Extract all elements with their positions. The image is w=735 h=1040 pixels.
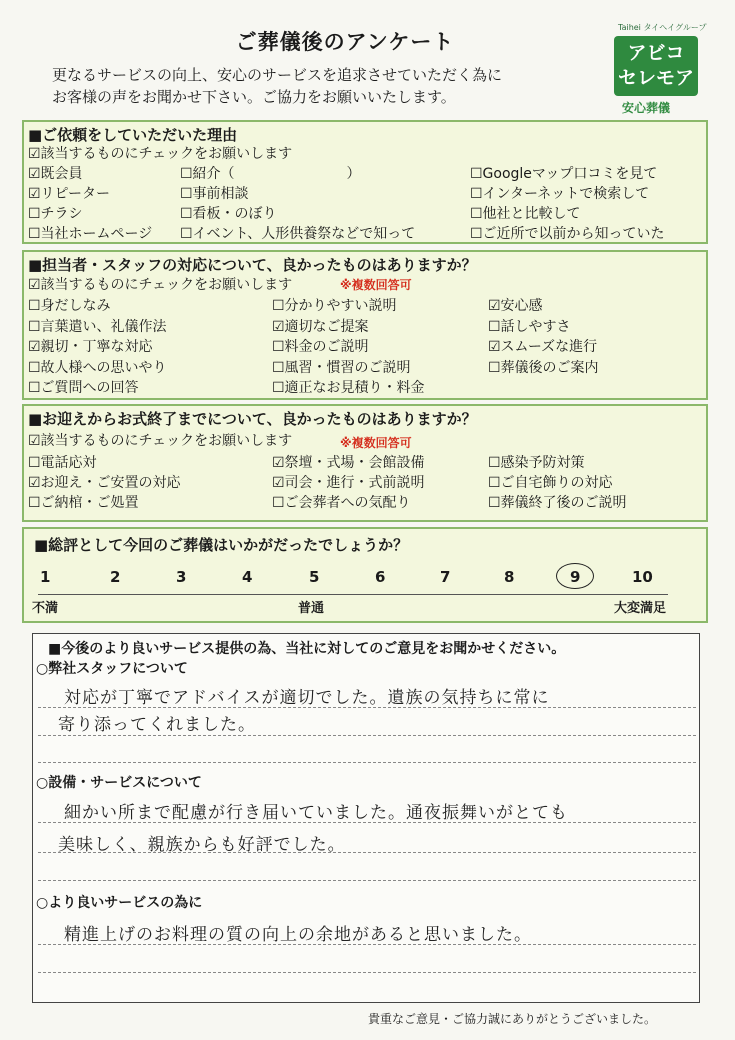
reason-option[interactable]: ☐チラシ [28, 206, 83, 222]
answer-improvement-line-1[interactable]: 精進上げのお料理の質の向上の余地があると思いました。 [64, 925, 532, 945]
scale-number[interactable]: 5 [309, 568, 320, 586]
section-ceremony-subtitle: ☑該当するものにチェックをお願いします [28, 433, 293, 449]
reason-option[interactable]: ☐インターネットで検索して [470, 186, 650, 202]
scale-number[interactable]: 4 [242, 568, 253, 586]
scale-number[interactable]: 7 [440, 568, 451, 586]
ceremony-option[interactable]: ☐ご会葬者への気配り [272, 495, 411, 511]
staff-option[interactable]: ☑スムーズな進行 [488, 339, 598, 355]
reason-option[interactable]: ☑既会員 [28, 166, 83, 182]
ceremony-option[interactable]: ☑司会・進行・式前説明 [272, 475, 425, 491]
ceremony-option[interactable]: ☑祭壇・式場・会館設備 [272, 455, 425, 471]
staff-option[interactable]: ☑適切なご提案 [272, 319, 369, 335]
logo-brand: Taihei タイヘイグループ [618, 23, 707, 32]
dash-line [38, 707, 696, 708]
multi-answer-note: ※複数回答可 [340, 436, 412, 450]
section-reasons-subtitle: ☑該当するものにチェックをお願いします [28, 146, 293, 162]
reason-option[interactable]: ☐事前相談 [180, 186, 249, 202]
staff-option[interactable]: ☐話しやすさ [488, 319, 571, 335]
footer-thanks: 貴重なご意見・ご協力誠にありがとうございました。 [368, 1012, 657, 1026]
dash-line [38, 735, 696, 736]
section-staff-subtitle: ☑該当するものにチェックをお願いします [28, 277, 293, 293]
ceremony-option[interactable]: ☐ご自宅飾りの対応 [488, 475, 613, 491]
reason-option[interactable]: ☑リピーター [28, 186, 110, 202]
staff-option[interactable]: ☐料金のご説明 [272, 339, 369, 355]
staff-option[interactable]: ☐身だしなみ [28, 298, 111, 314]
multi-answer-note: ※複数回答可 [340, 278, 412, 292]
dash-line [38, 822, 696, 823]
scale-number[interactable]: 2 [110, 568, 121, 586]
reason-option[interactable]: ☐当社ホームページ [28, 226, 153, 242]
staff-option[interactable]: ☐言葉遣い、礼儀作法 [28, 319, 167, 335]
dash-line [38, 972, 696, 973]
scale-number[interactable]: 8 [504, 568, 515, 586]
answer-facilities-line-1[interactable]: 細かい所まで配慮が行き届いていました。通夜振舞いがとても [64, 803, 568, 823]
comments-title: ■今後のより良いサービス提供の為、当社に対してのご意見をお聞かせください。 [48, 641, 566, 657]
section-ceremony-title: ■お迎えからお式終了までについて、良かったものはありますか？ [28, 410, 477, 428]
scale-label-low: 不満 [32, 601, 59, 616]
survey-title: ご葬儀後のアンケート [235, 30, 455, 54]
staff-option[interactable]: ☑親切・丁寧な対応 [28, 339, 153, 355]
dash-line [38, 762, 696, 763]
intro-text [52, 64, 502, 108]
section-staff-title: ■担当者・スタッフの対応について、良かったものはありますか？ [28, 256, 477, 274]
logo-line-1: アビコ [627, 42, 685, 64]
ceremony-option[interactable]: ☐ご納棺・ご処置 [28, 495, 139, 511]
scale-number[interactable]: 1 [40, 568, 51, 586]
staff-option[interactable]: ☐故人様への思いやり [28, 360, 167, 376]
intro-line-1: 更なるサービスの向上、安心のサービスを追求させていただく為に [52, 66, 503, 84]
dash-line [38, 880, 696, 881]
reason-option[interactable]: ☐Googleマップ口コミを見て [470, 166, 658, 182]
scale-label-high: 大変満足 [614, 601, 667, 616]
question-staff: ○弊社スタッフについて [36, 661, 188, 677]
selected-score-circle [556, 563, 594, 589]
section-reasons-title: ■ご依頼をしていただいた理由 [28, 126, 238, 144]
question-facilities: ○設備・サービスについて [36, 775, 202, 791]
scale-number[interactable]: 3 [176, 568, 187, 586]
staff-option[interactable]: ☐適正なお見積り・料金 [272, 380, 425, 396]
intro-line-2: お客様の声をお聞かせ下さい。ご協力をお願いいたします。 [52, 88, 456, 106]
dash-line [38, 944, 696, 945]
logo-line-2: セレモア [617, 67, 694, 89]
question-improvement: ○より良いサービスの為に [36, 895, 203, 911]
ceremony-option[interactable]: ☐葬儀終了後のご説明 [488, 495, 627, 511]
staff-option[interactable]: ☑安心感 [488, 298, 543, 314]
section-overall-title: ■総評として今回のご葬儀はいかがだったでしょうか？ [34, 536, 409, 554]
dash-line [38, 852, 696, 853]
scale-label-mid: 普通 [298, 601, 325, 616]
staff-option[interactable]: ☐分かりやすい説明 [272, 298, 397, 314]
reason-option[interactable]: ☐他社と比較して [470, 206, 581, 222]
company-logo [614, 36, 698, 96]
staff-option[interactable]: ☐風習・慣習のご説明 [272, 360, 411, 376]
logo-subtitle: 安心葬儀 [622, 101, 671, 115]
staff-option[interactable]: ☐葬儀後のご案内 [488, 360, 599, 376]
reason-option[interactable]: ☐ご近所で以前から知っていた [470, 226, 665, 242]
scale-number[interactable]: 6 [375, 568, 386, 586]
answer-staff-line-1[interactable]: 対応が丁寧でアドバイスが適切でした。遺族の気持ちに常に [64, 688, 550, 708]
ceremony-option[interactable]: ☐電話応対 [28, 455, 97, 471]
reason-option[interactable]: ☐紹介（ ） [180, 166, 361, 182]
reason-option[interactable]: ☐イベント、人形供養祭などで知って [180, 226, 416, 242]
ceremony-option[interactable]: ☐感染予防対策 [488, 455, 585, 471]
scale-number[interactable]: 9 [570, 568, 581, 586]
scale-line [38, 594, 668, 595]
staff-option[interactable]: ☐ご質問への回答 [28, 380, 139, 396]
answer-facilities-line-2[interactable]: 美味しく、親族からも好評でした。 [58, 835, 346, 855]
reason-option[interactable]: ☐看板・のぼり [180, 206, 277, 222]
answer-staff-line-2[interactable]: 寄り添ってくれました。 [58, 715, 256, 735]
ceremony-option[interactable]: ☑お迎え・ご安置の対応 [28, 475, 181, 491]
scale-number[interactable]: 10 [632, 568, 653, 586]
